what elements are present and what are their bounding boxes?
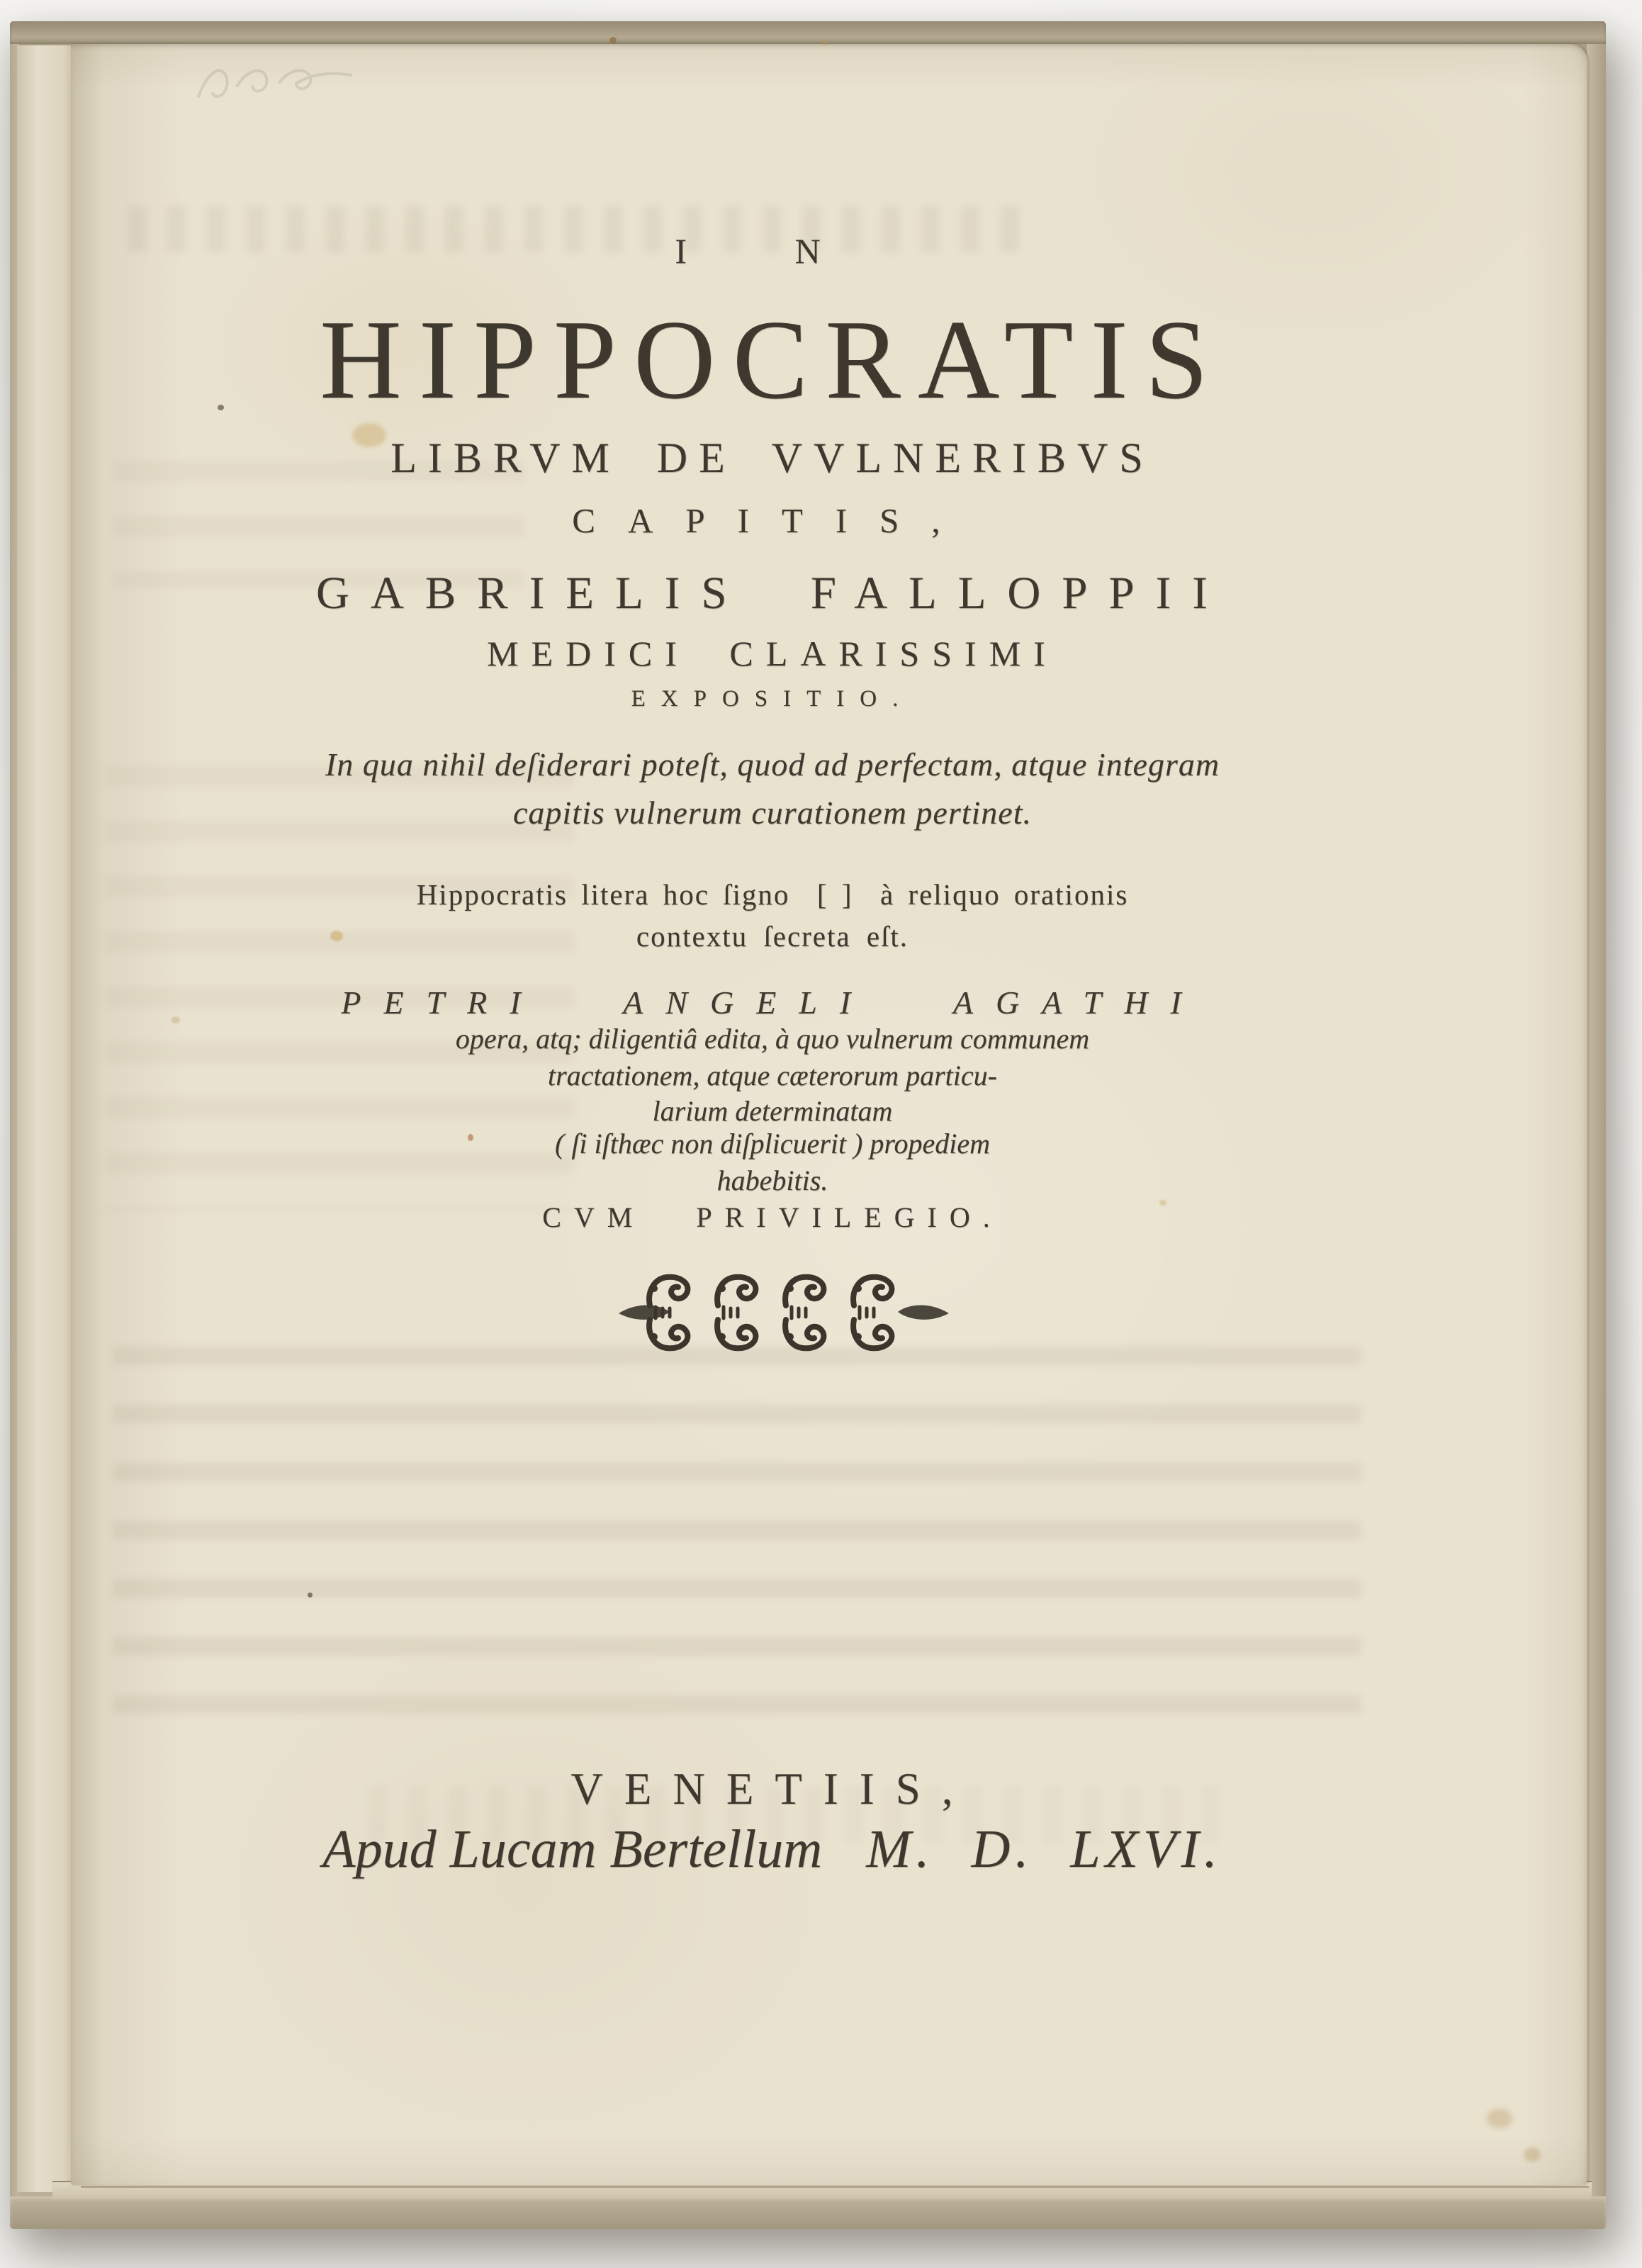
subtitle-line-2: CAPITIS, — [572, 501, 973, 540]
imprint-place: VENETIIS, — [570, 1764, 974, 1814]
expositio-label: EXPOSITIO. — [631, 686, 914, 712]
editor-line-2: tractationem, atque cæterorum particu- — [548, 1060, 997, 1091]
vellum-cover-top-edge — [10, 21, 1606, 44]
imprint-publisher: Apud Lucam Bertellum — [322, 1819, 823, 1879]
summary-line-1: In qua nihil deſiderari poteſt, quod ad perfectam, atque integram — [325, 746, 1220, 782]
editor-line-1: opera, atq; diligentiâ edita, à quo vulnerum communem — [455, 1023, 1090, 1055]
title-page-leaf — [71, 44, 1587, 2185]
sign-note-line-2: contextu ſecreta eſt. — [636, 920, 909, 953]
imprint-line — [71, 1819, 1474, 1880]
author-name: GABRIELIS FALLOPPII — [316, 568, 1229, 619]
flyleaf-edge — [17, 45, 75, 2192]
privilege-line: CVM PRIVILEGIO. — [542, 1201, 1003, 1233]
printed-text — [71, 44, 1587, 2185]
editor-line-3: larium determinatam — [652, 1095, 893, 1127]
editor-line-4: ( ſi iſthæc non diſplicuerit ) propediem — [555, 1128, 990, 1160]
imprint-date: M. D. LXVI. — [866, 1819, 1222, 1879]
subtitle-line-1: LIBRVM DE VVLNERIBVS — [390, 434, 1154, 481]
editor-line-5: habebitis. — [716, 1164, 828, 1196]
vellum-cover-bottom-edge — [10, 2196, 1606, 2229]
fleuron-ornament-icon — [71, 1258, 1474, 1371]
sign-note-line-1: Hippocratis litera hoc ſigno [ ] à reliquo orationis — [416, 878, 1129, 911]
book — [10, 21, 1606, 2229]
summary-line-2: capitis vulnerum curationem pertinet. — [513, 795, 1032, 831]
main-title: HIPPOCRATIS — [320, 296, 1225, 422]
vellum-cover-right-edge — [1587, 44, 1606, 2196]
editor-name: PETRI ANGELI AGATHI — [341, 984, 1204, 1021]
header-word: I N — [675, 231, 870, 271]
author-epithet: MEDICI CLARISSIMI — [487, 634, 1058, 673]
